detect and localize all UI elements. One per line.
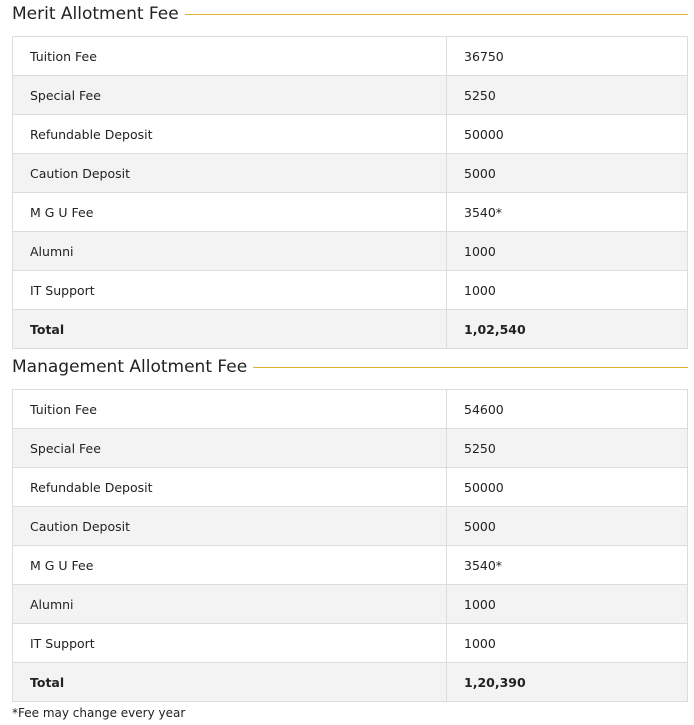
- merit-section-heading: [0, 0, 694, 28]
- table-row: [13, 624, 688, 663]
- management-fee-table: [12, 389, 688, 702]
- fee-footnote: *Fee may change every year: [12, 706, 186, 720]
- fee-label: M G U Fee: [13, 546, 447, 585]
- heading-divider-rule: [185, 14, 688, 15]
- fee-value: 1000: [447, 585, 688, 624]
- fee-value: 1000: [447, 624, 688, 663]
- fee-label: Special Fee: [13, 76, 447, 115]
- merit-section-title: Merit Allotment Fee: [12, 3, 179, 24]
- management-section-heading: [0, 353, 694, 381]
- fee-value: 3540*: [447, 193, 688, 232]
- fee-label: IT Support: [13, 624, 447, 663]
- table-row: [13, 232, 688, 271]
- table-row: [13, 271, 688, 310]
- fee-label: Alumni: [13, 585, 447, 624]
- fee-label: Refundable Deposit: [13, 468, 447, 507]
- merit-fee-table: [12, 36, 688, 349]
- fee-value: 3540*: [447, 546, 688, 585]
- fee-label: Tuition Fee: [13, 37, 447, 76]
- fee-value: 1000: [447, 271, 688, 310]
- total-row: [13, 310, 688, 349]
- table-row: [13, 390, 688, 429]
- fee-label: Caution Deposit: [13, 507, 447, 546]
- total-label: Total: [13, 663, 447, 702]
- table-row: [13, 76, 688, 115]
- fee-label: Tuition Fee: [13, 390, 447, 429]
- table-row: [13, 585, 688, 624]
- fee-value: 5250: [447, 429, 688, 468]
- fee-value: 36750: [447, 37, 688, 76]
- total-value: 1,20,390: [447, 663, 688, 702]
- table-row: [13, 193, 688, 232]
- fee-value: 5000: [447, 507, 688, 546]
- fee-label: M G U Fee: [13, 193, 447, 232]
- table-row: [13, 546, 688, 585]
- fee-label: Special Fee: [13, 429, 447, 468]
- table-row: [13, 37, 688, 76]
- total-value: 1,02,540: [447, 310, 688, 349]
- fee-value: 50000: [447, 115, 688, 154]
- fee-label: Refundable Deposit: [13, 115, 447, 154]
- table-row: [13, 429, 688, 468]
- total-label: Total: [13, 310, 447, 349]
- table-row: [13, 507, 688, 546]
- fee-value: 50000: [447, 468, 688, 507]
- fee-value: 1000: [447, 232, 688, 271]
- fee-label: Caution Deposit: [13, 154, 447, 193]
- table-row: [13, 154, 688, 193]
- heading-divider-rule: [253, 367, 688, 368]
- fee-value: 5000: [447, 154, 688, 193]
- fee-value: 5250: [447, 76, 688, 115]
- table-row: [13, 115, 688, 154]
- fee-label: IT Support: [13, 271, 447, 310]
- table-row: [13, 468, 688, 507]
- fee-value: 54600: [447, 390, 688, 429]
- total-row: [13, 663, 688, 702]
- management-section-title: Management Allotment Fee: [12, 356, 248, 377]
- fee-label: Alumni: [13, 232, 447, 271]
